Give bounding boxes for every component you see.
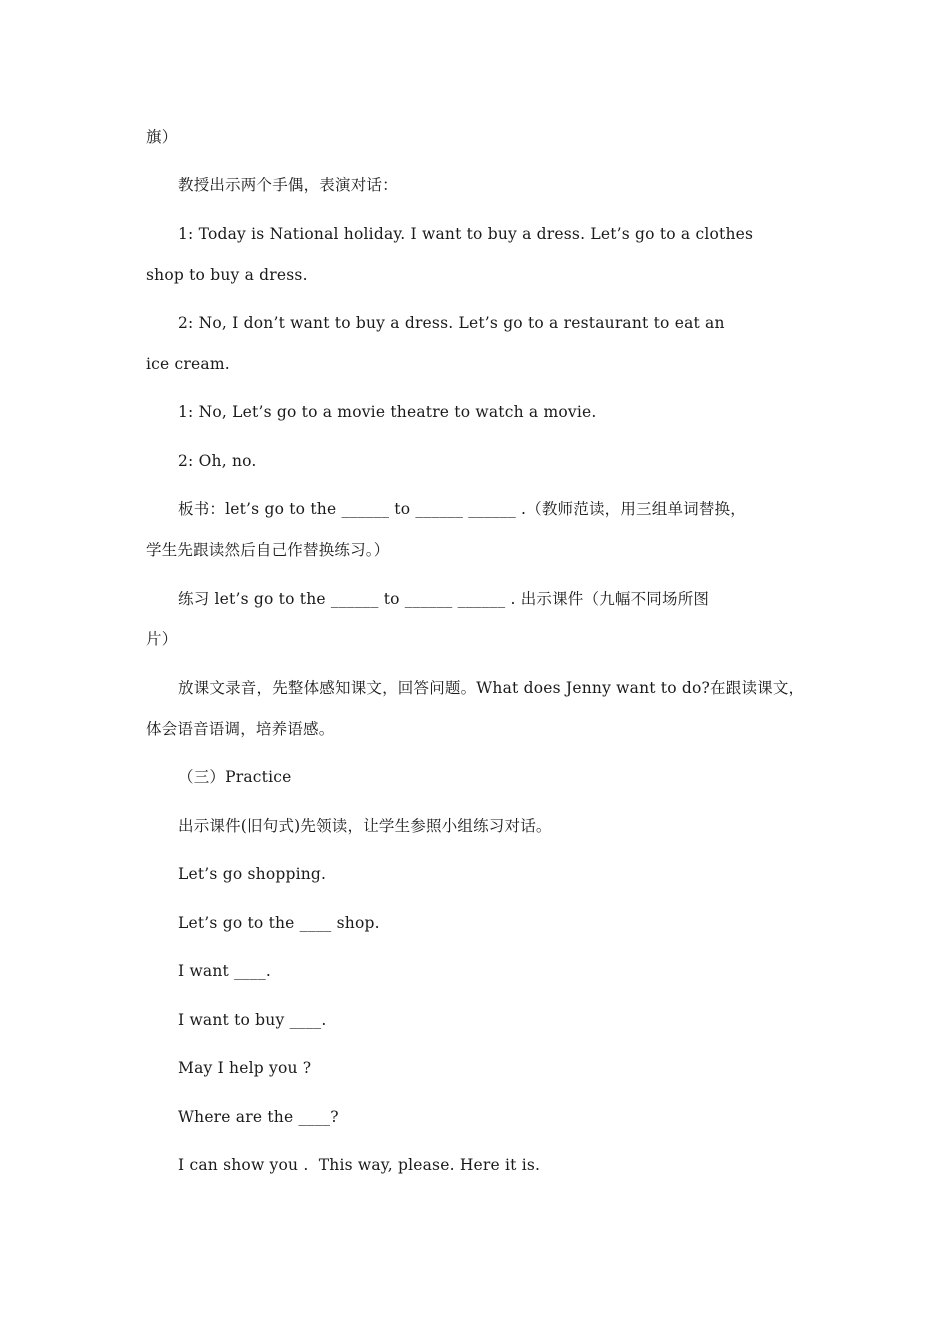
text-line: 2: No, I don’t want to buy a dress. Let’s go to a restaurant to eat an [178,314,725,332]
text-line: 2: Oh, no. [178,452,257,470]
text-line: 体会语音语调，培养语感。 [146,720,335,738]
text-line: 1: Today is National holiday. I want to buy a dress. Let’s go to a clothes [178,225,754,243]
text-line: 旗） [146,128,178,146]
text-line: 板书：let’s go to the ______ to ______ ______ .（教师范读，用三组单词替换， [178,500,746,518]
text-line: 片） [146,630,178,648]
dialogue-line: I can show you . This way, please. Here it is. [178,1156,541,1174]
text-line: shop to buy a dress. [146,266,308,284]
text-line: 练习 let’s go to the ______ to ______ ______ . 出示课件（九幅不同场所图 [178,590,710,608]
text-line: 出示课件(旧句式)先领读，让学生参照小组练习对话。 [178,817,552,835]
text-line: 教授出示两个手偶，表演对话： [178,176,398,194]
text-line: 学生先跟读然后自己作替换练习。） [146,541,390,559]
text-line: 放课文录音，先整体感知课文，回答问题。What does Jenny want to do?在跟读课文， [178,679,805,697]
text-line: 1: No, Let’s go to a movie theatre to watch a movie. [178,403,597,421]
dialogue-line: I want ____. [178,962,272,980]
dialogue-line: I want to buy ____. [178,1011,327,1029]
dialogue-line: Let’s go shopping. [178,865,327,883]
text-line: ice cream. [146,355,230,373]
section-heading: （三）Practice [178,768,292,786]
dialogue-line: May I help you ? [178,1059,312,1077]
dialogue-line: Where are the ____? [178,1108,339,1126]
dialogue-line: Let’s go to the ____ shop. [178,914,380,932]
